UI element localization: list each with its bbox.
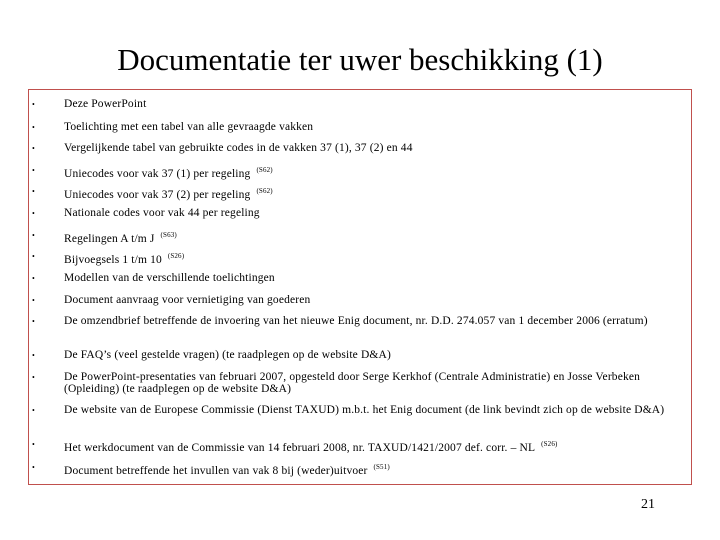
- bullet: •: [32, 252, 35, 261]
- slide-reference: (S62): [256, 187, 273, 195]
- bullet: •: [32, 100, 35, 109]
- item-text: Nationale codes voor vak 44 per regeling: [64, 207, 260, 219]
- page-number: 21: [641, 497, 655, 512]
- bullet: •: [32, 440, 35, 449]
- item-text: Document aanvraag voor vernietiging van goederen: [64, 294, 311, 306]
- bullet: •: [32, 209, 35, 218]
- documentation-list: [28, 89, 692, 485]
- item-text: Modellen van de verschillende toelichtingen: [64, 272, 275, 284]
- bullet: •: [32, 187, 35, 196]
- item-text: De website van de Europese Commissie (Dienst TAXUD) m.b.t. het Enig document (de link bevindt zich op de website D&A): [64, 404, 665, 416]
- item-text: Uniecodes voor vak 37 (1) per regeling: [64, 168, 251, 180]
- item-text: Deze PowerPoint: [64, 98, 147, 110]
- item-text: Het werkdocument van de Commissie van 14 februari 2008, nr. TAXUD/1421/2007 def. corr. – NL: [64, 442, 536, 454]
- item-text: De PowerPoint-presentaties van februari 2007, opgesteld door Serge Kerkhof (Centrale Administratie) en Josse Verbeken (Opleiding) (te raadplegen op de website D&A): [64, 371, 641, 395]
- bullet: •: [32, 373, 35, 382]
- item-text: Vergelijkende tabel van gebruikte codes in de vakken 37 (1), 37 (2) en 44: [64, 142, 413, 154]
- slide-reference: (S63): [160, 231, 177, 239]
- item-text: De omzendbrief betreffende de invoering van het nieuwe Enig document, nr. D.D. 274.057 van 1 december 2006 (erratum): [64, 315, 648, 327]
- item-text: Regelingen A t/m J: [64, 233, 155, 245]
- item-text: Bijvoegsels 1 t/m 10: [64, 254, 162, 266]
- slide-reference: (S51): [373, 463, 390, 471]
- item-text: Document betreffende het invullen van vak 8 bij (weder)uitvoer: [64, 465, 368, 477]
- bullet: •: [32, 351, 35, 360]
- bullet: •: [32, 296, 35, 305]
- item-text: Uniecodes voor vak 37 (2) per regeling: [64, 189, 251, 201]
- item-text: Toelichting met een tabel van alle gevraagde vakken: [64, 121, 314, 133]
- slide-reference: (S26): [541, 440, 558, 448]
- bullet: •: [32, 317, 35, 326]
- bullet: •: [32, 406, 35, 415]
- bullet: •: [32, 123, 35, 132]
- bullet: •: [32, 166, 35, 175]
- bullet: •: [32, 463, 35, 472]
- bullet: •: [32, 274, 35, 283]
- slide-reference: (S26): [167, 252, 185, 260]
- bullet: •: [32, 144, 35, 153]
- bullet: •: [32, 231, 35, 240]
- slide-reference: (S62): [256, 166, 273, 174]
- slide-title: Documentatie ter uwer beschikking (1): [117, 42, 603, 77]
- item-text: De FAQ’s (veel gestelde vragen) (te raadplegen op de website D&A): [64, 349, 391, 361]
